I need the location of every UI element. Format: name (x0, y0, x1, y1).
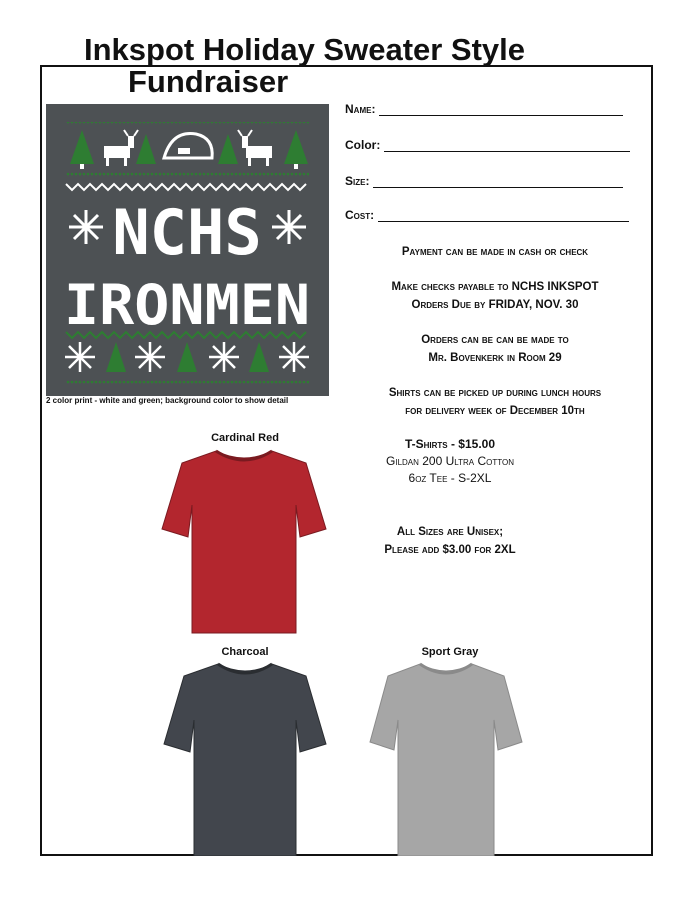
price-line: T-Shirts - $15.00 (404, 437, 496, 451)
size-label: Size: (345, 174, 370, 188)
design-word-ironmen: IRONMEN (64, 273, 310, 337)
pickup-line-1: Shirts can be picked up during lunch hours (388, 387, 602, 399)
reindeer-icon (238, 130, 272, 166)
sweater-design-image (46, 104, 329, 396)
reindeer-icon (104, 130, 138, 166)
tree-icon (177, 342, 197, 372)
tree-icon (284, 130, 308, 169)
color-field[interactable] (345, 138, 630, 152)
tshirt-charcoal-image (162, 660, 328, 856)
pricing-info (340, 436, 560, 487)
tshirt-sport-gray-image (368, 660, 524, 856)
weight-size-line: 6oz Tee - S-2XL (408, 471, 492, 485)
name-label: Name: (345, 102, 376, 116)
product-line: Gildan 200 Ultra Cotton (386, 454, 514, 468)
tree-icon (70, 130, 94, 169)
tree-icon (249, 342, 269, 372)
helmet-logo-icon (164, 134, 212, 159)
checks-line-1: Make checks payable to NCHS INKSPOT (391, 281, 599, 293)
green-stripe (66, 380, 309, 384)
zigzag-border (66, 184, 306, 190)
shirt-label-sport-gray: Sport Gray (421, 646, 479, 658)
shirt-label-cardinal-red: Cardinal Red (211, 432, 279, 444)
cost-field[interactable] (345, 208, 629, 222)
checks-line-2: Orders Due by FRIDAY, NOV. 30 (411, 299, 579, 311)
cost-blank-line[interactable] (378, 208, 629, 222)
design-caption: 2 color print - white and green; background color to show detail (46, 396, 289, 405)
tree-icon (106, 342, 126, 372)
title-line-1: Inkspot Holiday Sweater Style (84, 32, 526, 67)
payment-text: Payment can be made in cash or check (401, 246, 589, 258)
payment-info (345, 243, 645, 261)
orders-info (345, 331, 645, 367)
snowflake-icon (272, 210, 306, 244)
snowflake-icon (69, 210, 103, 244)
page-title (84, 34, 525, 98)
name-field[interactable] (345, 102, 623, 116)
tree-icon (136, 134, 156, 164)
cost-label: Cost: (345, 208, 375, 222)
pickup-info (345, 384, 645, 420)
title-line-2: Fundraiser (128, 64, 289, 99)
checks-info (345, 278, 645, 314)
pickup-line-2: for delivery week of December 10th (405, 405, 585, 417)
snowflake-icon (209, 342, 239, 372)
tree-icon (218, 134, 238, 164)
unisex-info (345, 523, 555, 559)
name-blank-line[interactable] (379, 102, 623, 116)
color-label: Color: (345, 138, 381, 152)
top-border-stripe (66, 122, 309, 125)
snowflake-icon (65, 342, 95, 372)
size-field[interactable] (345, 174, 623, 188)
color-blank-line[interactable] (384, 138, 630, 152)
orders-line-1: Orders can be can be made to (421, 334, 569, 346)
unisex-line-1: All Sizes are Unisex; (396, 526, 504, 538)
snowflake-icon (279, 342, 309, 372)
shirt-label-charcoal: Charcoal (221, 646, 269, 658)
design-word-nchs: NCHS (112, 196, 262, 269)
orders-line-2: Mr. Bovenkerk in Room 29 (428, 352, 562, 364)
green-stripe (66, 172, 309, 177)
size-blank-line[interactable] (373, 174, 623, 188)
unisex-line-2: Please add $3.00 for 2XL (384, 544, 516, 556)
tshirt-cardinal-red-image (160, 445, 328, 637)
snowflake-icon (135, 342, 165, 372)
